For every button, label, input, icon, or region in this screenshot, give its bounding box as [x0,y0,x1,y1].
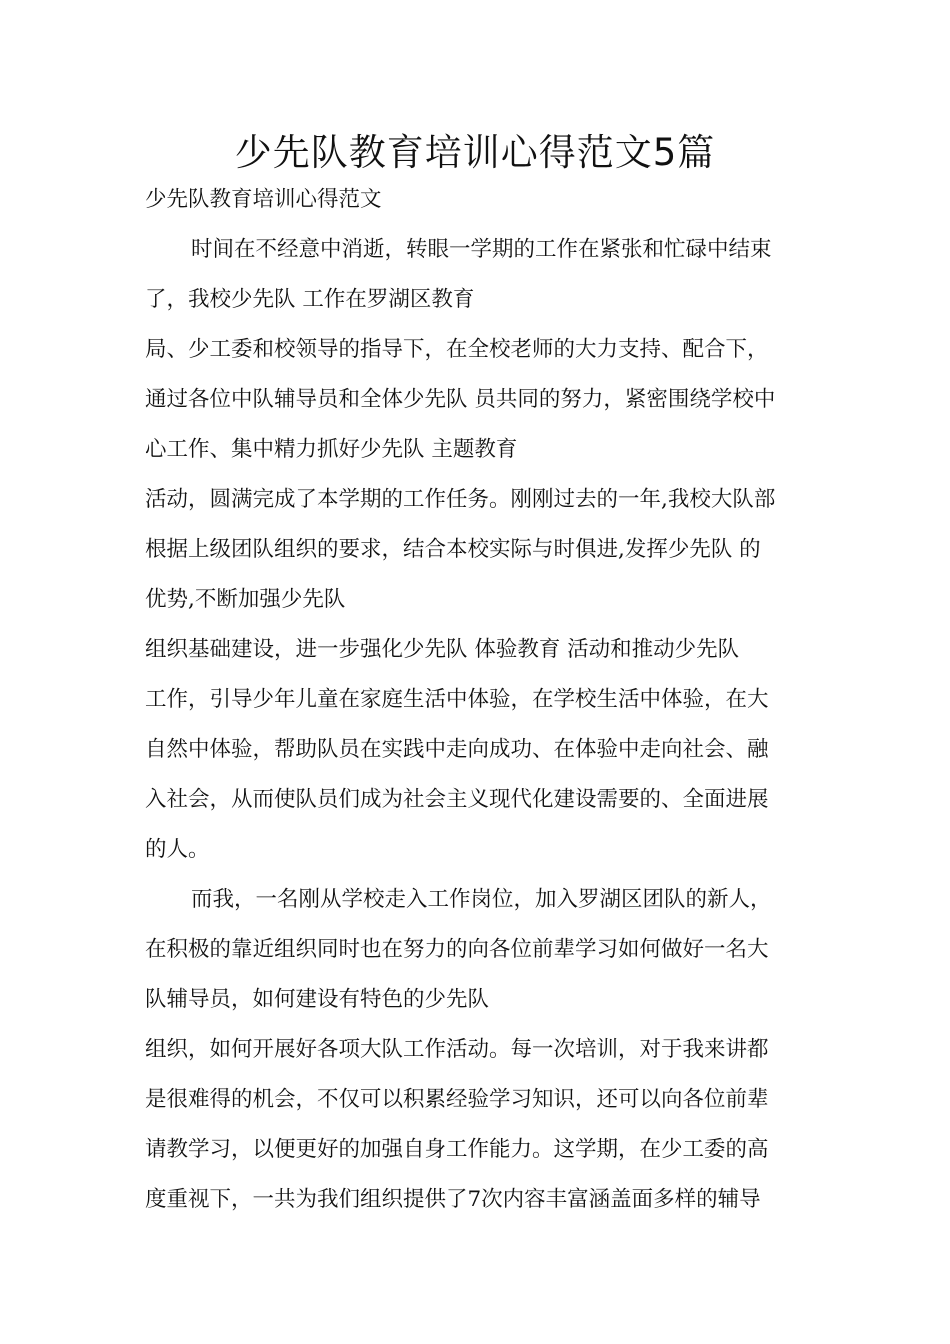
paragraph-line: 在积极的靠近组织同时也在努力的向各位前辈学习如何做好一名大 [145,937,769,962]
document-title: 少先队教育培训心得范文5篇 [234,131,716,174]
paragraph-line: 是很难得的机会，不仅可以积累经验学习知识，还可以向各位前辈 [145,1087,769,1112]
paragraph-line: 优势,不断加强少先队 [145,587,346,612]
document-subtitle: 少先队教育培训心得范文 [145,187,382,212]
paragraph-line: 队辅导员，如何建设有特色的少先队 [145,987,490,1012]
paragraph-line: 活动，圆满完成了本学期的工作任务。刚刚过去的一年,我校大队部 [145,487,776,512]
paragraph-line: 请教学习，以便更好的加强自身工作能力。这学期，在少工委的高 [145,1137,769,1162]
paragraph-line: 自然中体验，帮助队员在实践中走向成功、在体验中走向社会、融 [145,737,769,762]
paragraph-line: 组织基础建设，进一步强化少先队 体验教育 活动和推动少先队 [145,637,740,662]
paragraph-line: 局、少工委和校领导的指导下，在全校老师的大力支持、配合下， [145,337,769,362]
paragraph-line: 组织，如何开展好各项大队工作活动。每一次培训，对于我来讲都 [145,1037,769,1062]
paragraph-line: 的人。 [145,837,210,862]
paragraph-line: 而我，一名刚从学校走入工作岗位，加入罗湖区团队的新人， [191,887,772,912]
paragraph-line: 度重视下，一共为我们组织提供了7次内容丰富涵盖面多样的辅导 [145,1187,761,1212]
paragraph-line: 了，我校少先队 工作在罗湖区教育 [145,287,475,312]
paragraph-line: 心工作、集中精力抓好少先队 主题教育 [145,437,518,462]
paragraph-line: 工作，引导少年儿童在家庭生活中体验，在学校生活中体验，在大 [145,687,769,712]
paragraph-line: 根据上级团队组织的要求，结合本校实际与时俱进,发挥少先队 的 [145,537,761,562]
paragraph-line: 入社会，从而使队员们成为社会主义现代化建设需要的、全面进展 [145,787,769,812]
paragraph-line: 时间在不经意中消逝，转眼一学期的工作在紧张和忙碌中结束 [191,237,772,262]
paragraph-line: 通过各位中队辅导员和全体少先队 员共同的努力，紧密围绕学校中 [145,387,776,412]
